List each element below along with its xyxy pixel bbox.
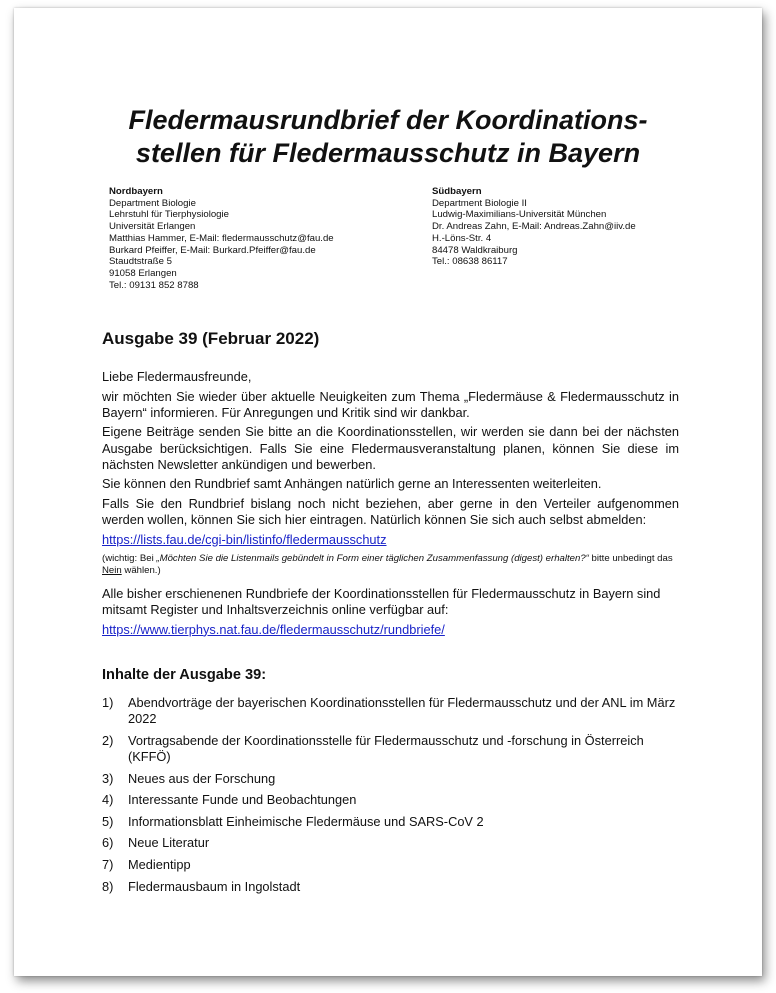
address-line: 91058 Erlangen [109,267,177,279]
list-item [102,857,679,873]
paragraph: Sie können den Rundbrief samt Anhängen natürlich gerne an Interessenten weiterleiten. [102,476,602,492]
item-text: Neues aus der Forschung [128,770,276,786]
address-line: H.-Löns-Str. 4 [432,232,492,244]
address-nordbayern [109,186,334,291]
address-line: Dr. Andreas Zahn, E-Mail: Andreas.Zahn@iiv.de [432,221,636,233]
item-number: 8) [102,878,114,894]
address-line: Staudtstraße 5 [109,256,172,268]
item-text: Informationsblatt Einheimische Fledermäuse und SARS-CoV 2 [128,813,484,829]
paragraph: Eigene Beiträge senden Sie bitte an die Koordinationsstellen, wir werden sie dann bei der nächsten Ausgabe berücksichtigen. Falls Sie eine Fledermausveranstaltung planen, können Sie diese im nächsten Newsletter ankündigen und bewerben. [102,424,679,472]
item-text: Abendvorträge der bayerischen Koordinationsstellen für Fledermausschutz und der ANL im März 2022 [128,695,676,727]
digest-note: (wichtig: Bei „Möchten Sie die Listenmails gebündelt in Form einer täglichen Zusammenfassung (digest) erhalten?“ bitte unbedingt das Nein wählen.) [102,552,673,576]
address-line: Department Biologie II [432,197,527,209]
issue-heading: Ausgabe 39 (Februar 2022) [102,329,320,348]
address-line: Department Biologie [109,197,196,209]
list-item [102,771,679,787]
address-line: Tel.: 09131 852 8788 [109,279,199,291]
title-line-1: Fledermausrundbrief der Koordinations- [128,105,648,135]
document-page [14,8,762,976]
item-text: Neue Literatur [128,835,210,851]
item-text: Interessante Funde und Beobachtungen [128,792,357,808]
digest-question: „Möchten Sie die Listenmails gebündelt in Form einer täglichen Zusammenfassung (digest) erhalten?“ [156,552,589,564]
item-number: 7) [102,856,114,872]
title-line-2: stellen für Fledermausschutz in Bayern [135,138,641,168]
address-line: Ludwig-Maximilians-Universität München [432,209,607,221]
item-number: 2) [102,732,114,748]
paragraph: Alle bisher erschienenen Rundbriefe der Koordinationsstellen für Fledermausschutz in Bayern sind mitsamt Register und Inhaltsverzeichnis online verfügbar auf: [102,585,661,618]
contents-list [102,695,679,900]
list-item [102,733,679,765]
list-item [102,814,679,830]
archive-link[interactable]: https://www.tierphys.nat.fau.de/fledermausschutz/rundbriefe/ [102,621,445,637]
item-text: Vortragsabende der Koordinationsstelle für Fledermausschutz und -forschung in Österreich (KFFÖ) [128,732,644,764]
address-line: 84478 Waldkraiburg [432,244,518,256]
item-number: 4) [102,792,114,808]
paragraph: wir möchten Sie wieder über aktuelle Neuigkeiten zum Thema „Fledermäuse & Fledermausschutz in Bayern“ informieren. Für Anregungen und Kritik sind wir dankbar. [102,388,679,420]
address-suedbayern [432,186,636,268]
address-line: Lehrstuhl für Tierphysiologie [109,209,229,221]
list-item [102,792,679,808]
address-heading: Südbayern [432,186,482,197]
address-line: Universität Erlangen [109,221,196,233]
contents-heading: Inhalte der Ausgabe 39: [102,667,267,683]
paragraph: Falls Sie den Rundbrief bislang noch nicht beziehen, aber gerne in den Verteiler aufgenommen werden wollen, können Sie sich hier eintragen. Natürlich können Sie sich auch selbst abmelden: [102,495,679,528]
greeting: Liebe Fledermausfreunde, [102,369,252,384]
item-text: Fledermausbaum in Ingolstadt [128,878,301,894]
list-item [102,695,679,727]
nein-option: Nein [102,564,122,576]
list-item [102,879,679,895]
item-text: Medientipp [128,856,191,872]
item-number: 1) [102,695,114,710]
address-heading: Nordbayern [109,186,163,197]
item-number: 5) [102,813,114,829]
mailing-list-link[interactable]: https://lists.fau.de/cgi-bin/listinfo/fledermausschutz [102,531,387,547]
item-number: 3) [102,770,114,786]
list-item [102,835,679,851]
document-title [14,104,762,170]
address-line: Burkard Pfeiffer, E-Mail: Burkard.Pfeiffer@fau.de [109,244,316,256]
item-number: 6) [102,835,114,851]
address-line: Matthias Hammer, E-Mail: fledermausschutz@fau.de [109,232,334,244]
address-line: Tel.: 08638 86117 [432,256,508,268]
intro-text [102,369,679,641]
